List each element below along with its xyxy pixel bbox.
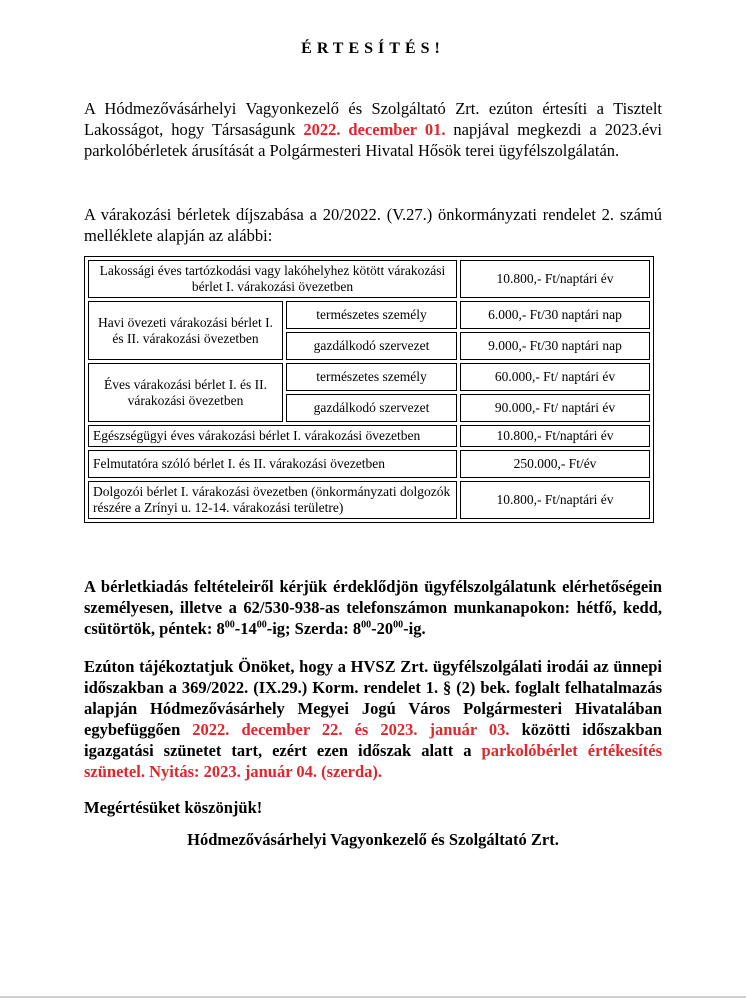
row6-price: 10.800,- Ft/naptári év [460, 481, 650, 519]
table-row [88, 363, 650, 391]
start-date: 2022. december 01. [303, 120, 446, 139]
contact-text: A bérletkiadás feltételeiről kérjük érdeklődjön ügyfélszolgálatunk elérhetőségein személyesen, illetve a 62/530-938-as telefonszámon munkanapokon: hétfő, kedd, csütörtök, péntek: 8 [84, 577, 662, 638]
hour-text: -20 [371, 619, 394, 638]
row5-price: 250.000,- Ft/év [460, 450, 650, 478]
contact-paragraph [84, 576, 662, 639]
table-row [88, 450, 650, 478]
table-row [88, 425, 650, 447]
row3-price1: 60.000,- Ft/ naptári év [460, 363, 650, 391]
row1-label: Lakossági éves tartózkodási vagy lakóhelyhez kötött várakozási bérlet I. várakozási övezetben [88, 260, 457, 298]
row3-sub2: gazdálkodó szervezet [286, 394, 457, 422]
row4-label: Egészségügyi éves várakozási bérlet I. várakozási övezetben [88, 425, 457, 447]
thanks-line: Megértésüket köszönjük! [84, 798, 263, 817]
row6-label: Dolgozói bérlet I. várakozási övezetben (önkormányzati dolgozók részére a Zrínyi u. 12-14. várakozási területre) [88, 481, 457, 519]
closure-text-2: közötti időszakban igazgatási szünetet tart, ezért ezen időszak alatt a [84, 720, 662, 760]
table-row [88, 301, 650, 329]
row2-sub1: természetes személy [286, 301, 457, 329]
row4-price: 10.800,- Ft/naptári év [460, 425, 650, 447]
intro-paragraph [84, 98, 662, 161]
closure-paragraph [84, 656, 662, 782]
intro-text-1: A Hódmezővásárhelyi Vagyonkezelő és Szolgáltató Zrt. ezúton értesíti a Tisztelt Lakosságot, hogy Társaságunk [84, 99, 662, 139]
row3-price2: 90.000,- Ft/ naptári év [460, 394, 650, 422]
signature: Hódmezővásárhelyi Vagyonkezelő és Szolgáltató Zrt. [187, 830, 559, 849]
fee-table [84, 256, 654, 523]
hour-text: -ig; Szerda: 8 [266, 619, 362, 638]
row2-sub2: gazdálkodó szervezet [286, 332, 457, 360]
table-row [88, 481, 650, 519]
row2-label: Havi övezeti várakozási bérlet I. és II. várakozási övezetben [88, 301, 283, 360]
table-row [88, 260, 650, 298]
closure-text-1: Ezúton tájékoztatjuk Önöket, hogy a HVSZ Zrt. ügyfélszolgálati irodái az ünnepi időszakban a 369/2022. (IX.29.) Korm. rendelet 1. § (2) bek. foglalt felhatalmazás alapján Hódmezővásárhely Megyei Jogú Város Polgármesteri Hivatalában egybefüggően [84, 657, 662, 739]
hour-sup: 00 [361, 619, 372, 631]
hour-text: -14 [234, 619, 257, 638]
hour-sup: 00 [393, 619, 404, 631]
row1-price: 10.800,- Ft/naptári év [460, 260, 650, 298]
hour-text: -ig. [403, 619, 426, 638]
row3-sub1: természetes személy [286, 363, 457, 391]
intro-text-2: napjával megkezdi a 2023.évi parkolóbérletek árusítását a Polgármesteri Hivatal Hősök terei ügyfélszolgálatán. [84, 120, 663, 160]
page-divider [0, 996, 746, 998]
row2-price2: 9.000,- Ft/30 naptári nap [460, 332, 650, 360]
closure-notice: parkolóbérlet értékesítés szünetel. Nyitás: 2023. január 04. (szerda). [84, 741, 662, 781]
row2-price1: 6.000,- Ft/30 naptári nap [460, 301, 650, 329]
rates-intro: A várakozási bérletek díjszabása a 20/2022. (V.27.) önkormányzati rendelet 2. számú melléklete alapján az alábbi: [84, 205, 662, 245]
row3-label: Éves várakozási bérlet I. és II. várakozási övezetben [88, 363, 283, 422]
hour-sup: 00 [256, 619, 267, 631]
document-title: ÉRTESÍTÉS! [301, 40, 445, 57]
row5-label: Felmutatóra szóló bérlet I. és II. várakozási övezetben [88, 450, 457, 478]
hour-sup: 00 [224, 619, 235, 631]
closure-period: 2022. december 22. és 2023. január 03. [192, 720, 510, 739]
